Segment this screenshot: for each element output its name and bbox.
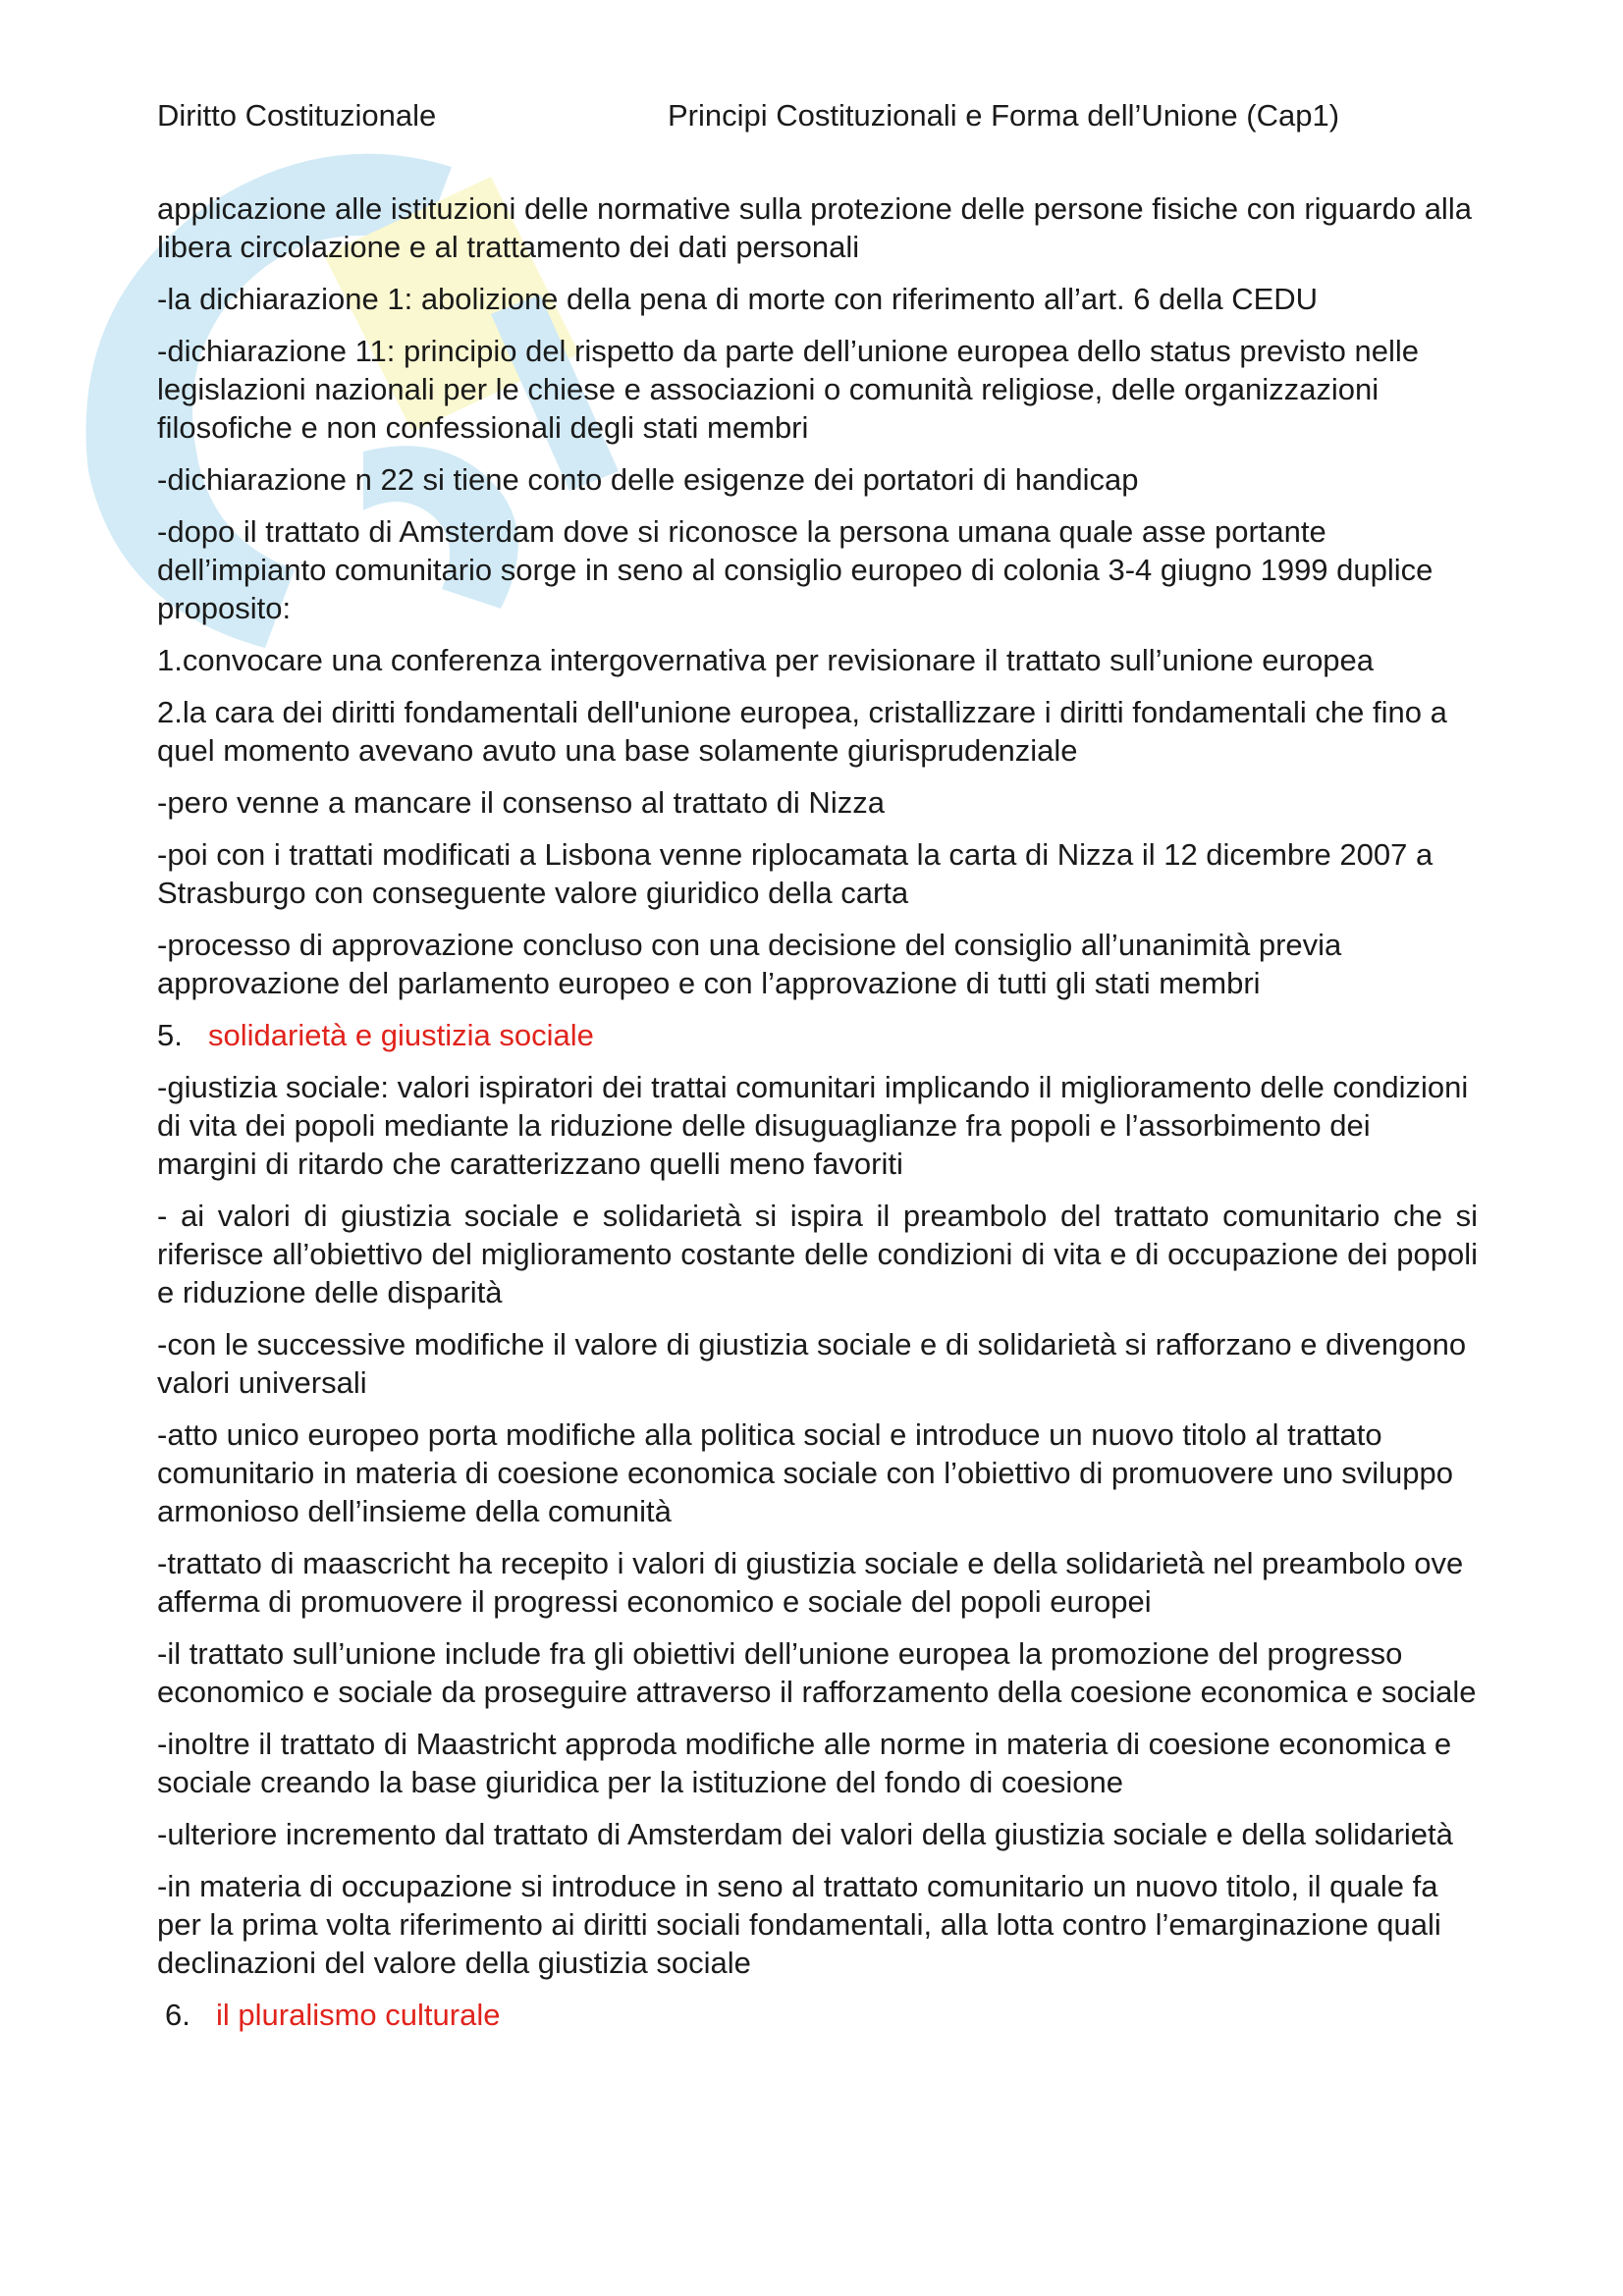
- paragraph: -poi con i trattati modificati a Lisbona venne riplocamata la carta di Nizza il 12 dicembre 2007 a Strasburgo con conseguente valore giuridico della carta: [157, 837, 1434, 910]
- paragraph: -trattato di maascricht ha recepito i valori di giustizia sociale e della solidarietà nel preambolo ove afferma di promuovere il progressi economico e sociale del popoli europei: [157, 1546, 1464, 1619]
- paragraph: -giustizia sociale: valori ispiratori dei trattai comunitari implicando il miglioramento delle condizioni di vita dei popoli mediante la riduzione delle disuguaglianze fra popoli e l’assorbimento dei margini di ritardo che caratterizzano quelli meno favoriti: [157, 1070, 1469, 1181]
- paragraph: -in materia di occupazione si introduce in seno al trattato comunitario un nuovo titolo, il quale fa per la prima volta riferimento ai diritti sociali fondamentali, alla lotta contro l’emarginazione quali declinazioni del valore della giustizia sociale: [157, 1869, 1441, 1980]
- paragraph: -atto unico europeo porta modifiche alla politica social e introduce un nuovo titolo al trattato comunitario in materia di coesione economica sociale con l’obiettivo di promuovere uno sviluppo armonioso dell’insieme della comunità: [157, 1417, 1453, 1528]
- paragraph: -dichiarazione n 22 si tiene conto delle esigenze dei portatori di handicap: [157, 462, 1139, 497]
- paragraph: -inoltre il trattato di Maastricht approda modifiche alle norme in materia di coesione economica e sociale creando la base giuridica per la istituzione del fondo di coesione: [157, 1727, 1452, 1799]
- paragraph: -la dichiarazione 1: abolizione della pena di morte con riferimento all’art. 6 della CEDU: [157, 282, 1319, 316]
- section-heading-5: [157, 1016, 1478, 1054]
- paragraph: -ulteriore incremento dal trattato di Amsterdam dei valori della giustizia sociale e della solidarietà: [157, 1817, 1453, 1851]
- section-number: 5.: [157, 1018, 183, 1052]
- section-heading-6: [157, 1996, 1478, 2034]
- section-title: il pluralismo culturale: [216, 1998, 501, 2032]
- paragraph: -dopo il trattato di Amsterdam dove si riconosce la persona umana quale asse portante dell’impianto comunitario sorge in seno al consiglio europeo di colonia 3-4 giugno 1999 duplice proposito:: [157, 514, 1434, 625]
- paragraph: - ai valori di giustizia sociale e solidarietà si ispira il preambolo del trattato comunitario che si riferisce all’obiettivo del miglioramento costante delle condizioni di vita e di occupazione dei popoli e riduzione delle disparità: [157, 1199, 1478, 1309]
- paragraph: -dichiarazione 11: principio del rispetto da parte dell’unione europea dello status previsto nelle legislazioni nazionali per le chiese e associazioni o comunità religiose, delle organizzazioni filosofiche e non confessionali degli stati membri: [157, 334, 1420, 445]
- paragraph: -processo di approvazione concluso con una decisione del consiglio all’unanimità previa approvazione del parlamento europeo e con l’approvazione di tutti gli stati membri: [157, 928, 1342, 1000]
- paragraph: -il trattato sull’unione include fra gli obiettivi dell’unione europea la promozione del progresso economico e sociale da proseguire attraverso il rafforzamento della coesione economica e sociale: [157, 1636, 1477, 1709]
- page-header: [157, 96, 1394, 135]
- paragraph: 1.convocare una conferenza intergovernativa per revisionare il trattato sull’unione europea: [157, 643, 1375, 677]
- header-course-title: Diritto Costituzionale: [157, 98, 437, 133]
- paragraph: -con le successive modifiche il valore di giustizia sociale e di solidarietà si rafforzano e divengono valori universali: [157, 1327, 1467, 1400]
- section-title: solidarietà e giustizia sociale: [208, 1018, 594, 1052]
- document-body: [157, 189, 1478, 2048]
- paragraph: applicazione alle istituzioni delle normative sulla protezione delle persone fisiche con riguardo alla libera circolazione e al trattamento dei dati personali: [157, 191, 1472, 264]
- paragraph: 2.la cara dei diritti fondamentali dell'unione europea, cristallizzare i diritti fondamentali che fino a quel momento avevano avuto una base solamente giurisprudenziale: [157, 695, 1447, 768]
- paragraph: -pero venne a mancare il consenso al trattato di Nizza: [157, 785, 885, 820]
- section-number: 6.: [165, 1998, 190, 2032]
- header-chapter-title: Principi Costituzionali e Forma dell’Unione (Cap1): [668, 98, 1340, 133]
